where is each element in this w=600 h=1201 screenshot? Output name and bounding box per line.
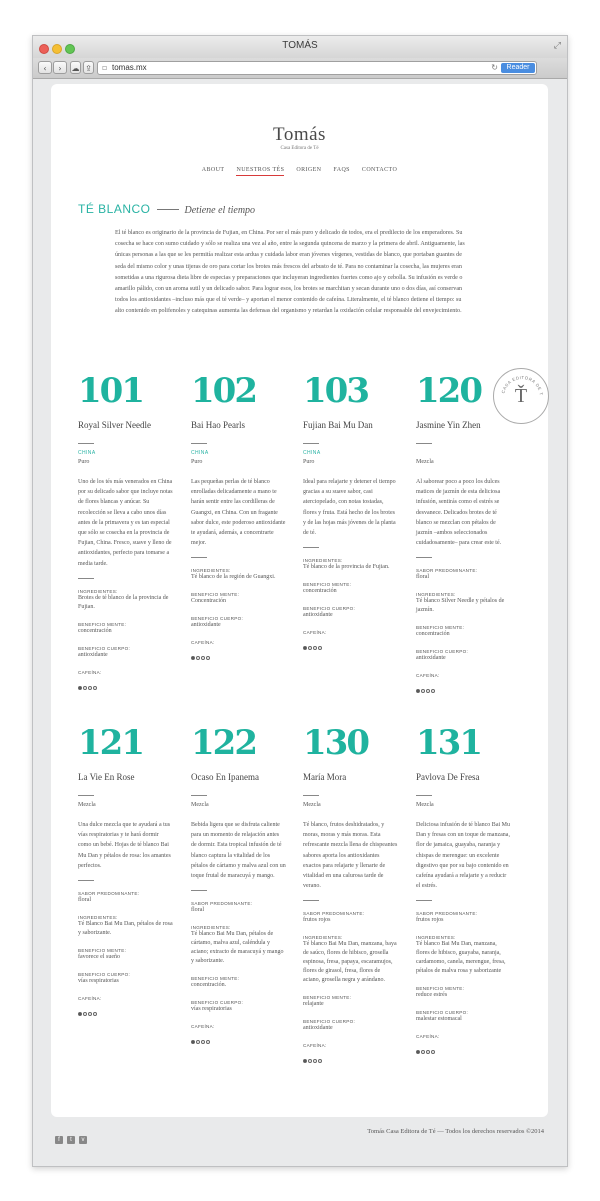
tea-kind: Puro — [191, 459, 203, 465]
tea-attribute — [416, 649, 511, 663]
back-button[interactable]: ‹ — [38, 61, 52, 74]
caffeine-dot — [416, 1050, 420, 1054]
divider — [78, 578, 94, 579]
attribute-label: SABOR PREDOMINANTE: — [191, 901, 253, 907]
tea-card[interactable] — [416, 371, 511, 698]
caffeine-label: CAFEÍNA: — [303, 1043, 327, 1049]
tea-kind: Mezcla — [303, 802, 321, 808]
tea-attribute — [416, 592, 511, 615]
tea-name[interactable]: Ocaso En Ipanema — [191, 772, 259, 782]
tea-attribute — [191, 925, 286, 966]
attribute-label: INGREDIENTES: — [78, 588, 118, 594]
attribute-value: Brotes de té blanco de la provincia de Fujian. — [78, 594, 169, 610]
tea-description: Al saborear poco a poco los dulces matices de jazmín de esta deliciosa infusión, sentirás como el estrés se desvanece. Delicados brotes de té blanco se mezclan con pétalos de jazmín –ambos seleccionados cuidadosamente– para crear este té. — [416, 479, 502, 547]
tea-attribute — [416, 625, 511, 639]
caffeine-block — [191, 640, 286, 665]
caffeine-rating — [303, 637, 398, 655]
tea-number: 122 — [191, 723, 256, 763]
tea-attribute — [191, 1000, 286, 1014]
divider — [303, 900, 319, 901]
caffeine-block — [78, 670, 173, 695]
tea-kind: Puro — [78, 459, 90, 465]
caffeine-rating — [416, 1041, 511, 1059]
tea-attribute — [191, 592, 286, 606]
caffeine-dot — [313, 1059, 317, 1063]
site-header — [51, 124, 548, 151]
browser-window — [32, 35, 568, 1167]
tea-attribute — [78, 622, 173, 636]
attribute-value: antioxidante — [191, 622, 221, 629]
attribute-label: BENEFICIO CUERPO: — [191, 1000, 244, 1006]
divider — [303, 795, 319, 796]
caffeine-dot — [416, 689, 420, 693]
tea-description: Té blanco, frutos deshidratados, y moras, moras y más moras. Esta refrescante mezcla llena de chispeantes sabores aporta los antioxidantes exactos para relajarte y llenarte de vitalidad en una calurosa tarde de verano. — [303, 822, 398, 890]
attribute-label: BENEFICIO MENTE: — [416, 625, 465, 631]
divider — [191, 557, 207, 558]
attribute-label: BENEFICIO MENTE: — [416, 986, 465, 992]
caffeine-dot — [93, 1012, 97, 1016]
icloud-icon[interactable]: ☁ — [70, 61, 81, 74]
tea-attribute — [78, 646, 173, 660]
attribute-label: BENEFICIO CUERPO: — [78, 645, 131, 651]
tea-attribute — [303, 911, 398, 925]
section-intro: El té blanco es originario de la provincia de Fujian, en China. Por ser el más puro y delicado de todos, era el predilecto de los emperadores. Su cosecha se hace con sumo cuidado y sólo se realiza una vez al año, entre la segunda quincena de marzo y la primera de abril. Antiguamente, las únicas personas a las que se les permitía realizar esta ardua y cuidada labor eran jóvenes vírgenes, vestidas de blanco, que portaban guantes de seda del mismo color y unas tijeras de oro para cortar los brotes más frescos del arbusto de té. Para no contaminar la cosecha, las mujeres eran sometidas a una rigurosa dieta libre de especias y preparaciones que incluyeran ingredientes fuertes como ajo y cebolla. Su infusión es verde o amarillo pálido, con un aroma sutil y un delicado sabor. Para lograr esos, los brotes se marchitan y secan durante uno o dos días, así conservan todos los antioxidantes –incluso más que el té verde– y aportan el menor contenido de cafeína. Literalmente, el té blanco detiene el tiempo: su alto contenido en polifenoles y catequinas aumenta las defensas del organismo y retardan la oxidación celular responsable del envejecimiento. — [115, 230, 465, 315]
tea-name[interactable]: Bai Hao Pearls — [191, 420, 245, 430]
divider — [416, 557, 432, 558]
attribute-value: malestar estomacal — [416, 1016, 462, 1023]
caffeine-dot — [421, 1050, 425, 1054]
main-nav — [51, 167, 548, 176]
attribute-label: SABOR PREDOMINANTE: — [416, 568, 478, 574]
tea-origin — [416, 450, 511, 457]
attribute-label: INGREDIENTES: — [191, 568, 231, 574]
section-title: TÉ BLANCO — [78, 202, 151, 216]
attribute-value: Té Blanco Bai Mu Dan, pétalos de rosa y saborizante. — [78, 921, 173, 937]
divider — [416, 900, 432, 901]
caffeine-rating — [303, 1050, 398, 1068]
tea-attribute — [303, 1019, 398, 1033]
attribute-value: concentración. — [191, 982, 227, 989]
caffeine-dot — [426, 689, 430, 693]
caffeine-dot — [421, 689, 425, 693]
nav-nuestros-tes[interactable]: NUESTROS TÉS — [236, 167, 284, 176]
tea-number: 102 — [191, 371, 256, 411]
tea-origin: CHINA — [191, 450, 209, 456]
window-title: TOMÁS — [282, 40, 318, 51]
facebook-icon[interactable]: f — [55, 1136, 63, 1144]
divider — [191, 795, 207, 796]
divider — [78, 795, 94, 796]
caffeine-label: CAFEÍNA: — [78, 996, 102, 1002]
caffeine-dot — [83, 686, 87, 690]
tea-name[interactable]: Jasmine Yin Zhen — [416, 420, 481, 430]
attribute-label: BENEFICIO MENTE: — [191, 976, 240, 982]
section-subtitle: Detiene el tiempo — [184, 205, 256, 216]
tea-description: Las pequeñas perlas de té blanco enrolladas delicadamente a mano te harán sentir entre las cordilleras de Guangxi, en China. Con un fragante sabor dulce, este poderoso antioxidante te ayudará, además, a concentrarte mejor. — [191, 479, 286, 547]
caffeine-dot — [318, 646, 322, 650]
tea-attribute — [191, 568, 286, 582]
tea-number: 120 — [416, 371, 481, 411]
tea-name[interactable]: Fujian Bai Mu Dan — [303, 420, 373, 430]
attribute-label: INGREDIENTES: — [303, 558, 343, 564]
caffeine-block — [416, 1034, 511, 1059]
attribute-value: Concentración — [191, 598, 226, 605]
tea-attribute — [191, 976, 286, 990]
attribute-value: Té blanco Silver Needle y pétalos de jazmín. — [416, 598, 505, 614]
attribute-value: antioxidante — [303, 612, 333, 619]
divider — [303, 547, 319, 548]
caffeine-dot — [201, 656, 205, 660]
heading-divider — [157, 209, 179, 210]
share-icon[interactable]: ⇪ — [83, 61, 94, 74]
tea-attribute — [416, 568, 511, 582]
tea-name[interactable]: Pavlova De Fresa — [416, 772, 480, 782]
tea-attribute — [78, 915, 173, 938]
caffeine-block — [303, 1043, 398, 1068]
attribute-label: BENEFICIO MENTE: — [78, 948, 127, 954]
tea-attribute — [303, 995, 398, 1009]
attribute-value: Té blanco de la región de Guangxi. — [191, 574, 276, 581]
attribute-value: frutos rojos — [416, 917, 444, 924]
attribute-value: floral — [416, 574, 429, 581]
attribute-label: BENEFICIO MENTE: — [303, 995, 352, 1001]
tea-card[interactable] — [303, 723, 398, 1068]
caffeine-dot — [196, 1040, 200, 1044]
caffeine-dot — [78, 1012, 82, 1016]
tea-description: Bebida ligera que se disfruta caliente para un momento de relajación antes de dormir. Esta tropical infusión de té blanco captura la vitalidad de los pétalos de cártamo y malva azul con un toque frutal de maracuyá y mango. — [191, 822, 286, 880]
attribute-value: concentración — [303, 588, 337, 595]
caffeine-dot — [191, 656, 195, 660]
divider — [78, 880, 94, 881]
attribute-label: BENEFICIO CUERPO: — [303, 606, 356, 612]
tea-attribute — [303, 606, 398, 620]
attribute-label: INGREDIENTES: — [303, 935, 343, 941]
caffeine-label: CAFEÍNA: — [416, 1034, 440, 1040]
attribute-value: Té blanco Bai Mu Dan, manzana, flores de hibisco, guayaba, naranja, cardamomo, canela, merengue, fresa, pétalos de malva rosa y saborizante — [416, 941, 506, 975]
attribute-label: BENEFICIO CUERPO: — [416, 1010, 469, 1016]
reload-icon[interactable]: ↻ — [491, 63, 498, 72]
forward-button[interactable]: › — [53, 61, 67, 74]
attribute-value: antioxidante — [303, 1025, 333, 1032]
caffeine-dot — [196, 656, 200, 660]
divider — [191, 443, 207, 444]
tea-number: 131 — [416, 723, 481, 763]
tea-attribute — [78, 972, 173, 986]
caffeine-block — [191, 1024, 286, 1049]
tea-description: Una dulce mezcla que te ayudará a tus vías respiratorias y te hará dormir como un bebé. Hojas de té blanco Bai Mu Dan y pétalos de rosa: los amantes perfectos. — [78, 822, 171, 869]
attribute-value: relajante — [303, 1001, 324, 1008]
attribute-value: antioxidante — [416, 655, 446, 662]
caffeine-dot — [201, 1040, 205, 1044]
divider — [303, 443, 319, 444]
site-tagline: Casa Editora de Té — [280, 146, 319, 151]
caffeine-dot — [88, 686, 92, 690]
attribute-label: BENEFICIO CUERPO: — [191, 616, 244, 622]
caffeine-dot — [431, 689, 435, 693]
tea-attribute — [416, 1010, 511, 1024]
tea-name[interactable]: María Mora — [303, 772, 347, 782]
nav-contacto[interactable]: CONTACTO — [361, 167, 398, 173]
twitter-icon[interactable]: t — [67, 1136, 75, 1144]
divider — [78, 443, 94, 444]
attribute-value: favorece el sueño — [78, 954, 120, 961]
tea-name[interactable]: La Vie En Rose — [78, 772, 135, 782]
tea-attribute — [78, 948, 173, 962]
attribute-value: Té blanco Bai Mu Dan, pétalos de cártamo, malva azul, caléndula y aciano; extracto de maracuyá y mango y saborizante. — [191, 931, 284, 965]
tea-attribute — [416, 986, 511, 1000]
divider — [191, 890, 207, 891]
tea-attribute — [303, 935, 398, 985]
site-logo[interactable]: Tomás — [273, 124, 326, 145]
attribute-value: vías respiratorias — [191, 1006, 232, 1013]
caffeine-dot — [206, 656, 210, 660]
vimeo-icon[interactable]: v — [79, 1136, 87, 1144]
caffeine-label: CAFEÍNA: — [191, 1024, 215, 1030]
attribute-label: SABOR PREDOMINANTE: — [78, 891, 140, 897]
tea-kind: Mezcla — [416, 459, 434, 465]
attribute-value: floral — [191, 907, 204, 914]
tea-number: 121 — [78, 723, 143, 763]
caffeine-dot — [431, 1050, 435, 1054]
caffeine-dot — [206, 1040, 210, 1044]
attribute-label: INGREDIENTES: — [416, 592, 456, 598]
section-heading — [78, 200, 255, 218]
attribute-label: SABOR PREDOMINANTE: — [303, 911, 365, 917]
tea-attribute — [78, 891, 173, 905]
nav-origen[interactable]: ORIGEN — [296, 167, 322, 173]
tea-attribute — [416, 911, 511, 925]
caffeine-block — [78, 996, 173, 1021]
tea-card[interactable] — [416, 723, 511, 1059]
caffeine-label: CAFEÍNA: — [416, 673, 440, 679]
caffeine-dot — [78, 686, 82, 690]
attribute-value: vías respiratorias — [78, 978, 119, 985]
tea-origin: CHINA — [78, 450, 96, 456]
tea-origin: CHINA — [303, 450, 321, 456]
title-bar — [33, 36, 567, 59]
tea-number: 101 — [78, 371, 143, 411]
tea-description: Ideal para relajarte y detener el tiempo gracias a su suave sabor, casi aterciopelado, con notas tostadas, flores y fruta. Está hecho de los brotes y de las hojas más jóvenes de la planta de té. — [303, 479, 396, 537]
reader-button[interactable]: Reader — [501, 63, 535, 73]
nav-about[interactable]: ABOUT — [201, 167, 225, 173]
attribute-value: Té blanco Bai Mu Dan, manzana, baya de saúco, flores de hibisco, grosella espinosa, fresa, papaya, escaramujos, flores de girasol, fresa, flores de aciano, grosella negra y arándano. — [303, 941, 397, 984]
browser-toolbar — [33, 58, 567, 79]
tea-card[interactable] — [303, 371, 398, 655]
divider — [416, 443, 432, 444]
attribute-value: Té blanco de la provincia de Fujian. — [303, 564, 390, 571]
tea-number: 103 — [303, 371, 368, 411]
tea-number: 130 — [303, 723, 368, 763]
tea-kind: Mezcla — [78, 802, 96, 808]
tea-attribute — [303, 558, 398, 572]
tea-name[interactable]: Royal Silver Needle — [78, 420, 151, 430]
caffeine-block — [303, 630, 398, 655]
caffeine-dot — [191, 1040, 195, 1044]
attribute-label: BENEFICIO CUERPO: — [416, 649, 469, 655]
social-links — [55, 1128, 91, 1146]
tea-attribute — [78, 589, 173, 612]
divider — [416, 795, 432, 796]
attribute-value: antioxidante — [78, 651, 108, 658]
attribute-label: BENEFICIO MENTE: — [78, 621, 127, 627]
attribute-label: INGREDIENTES: — [191, 925, 231, 931]
web-page — [51, 84, 548, 1117]
tea-attribute — [191, 901, 286, 915]
copyright-text: Tomás Casa Editora de Té — Todos los derechos reservados ©2014 — [367, 1128, 544, 1135]
caffeine-rating — [191, 1031, 286, 1049]
seal-text: CASA EDITORA DE T — [500, 374, 544, 397]
seal-letter: Ť — [514, 385, 528, 407]
attribute-value: concentración — [78, 627, 112, 634]
tea-kind: Puro — [303, 459, 315, 465]
caffeine-block — [416, 673, 511, 698]
tea-card[interactable] — [78, 723, 173, 1021]
address-bar[interactable] — [97, 61, 537, 75]
attribute-value: reduce estrés — [416, 992, 448, 999]
caffeine-dot — [318, 1059, 322, 1063]
caffeine-dot — [83, 1012, 87, 1016]
attribute-label: BENEFICIO MENTE: — [191, 592, 240, 598]
nav-faqs[interactable]: FAQS — [333, 167, 350, 173]
caffeine-dot — [313, 646, 317, 650]
caffeine-dot — [308, 1059, 312, 1063]
caffeine-dot — [308, 646, 312, 650]
caffeine-dot — [88, 1012, 92, 1016]
tea-attribute — [416, 935, 511, 976]
tea-attribute — [191, 616, 286, 630]
caffeine-dot — [303, 646, 307, 650]
attribute-value: floral — [78, 897, 91, 904]
footer — [33, 1128, 567, 1148]
caffeine-label: CAFEÍNA: — [303, 630, 327, 636]
attribute-label: INGREDIENTES: — [416, 935, 456, 941]
attribute-label: BENEFICIO CUERPO: — [78, 972, 131, 978]
caffeine-dot — [303, 1059, 307, 1063]
attribute-value: concentración — [416, 631, 450, 638]
tea-description: Uno de los tés más venerados en China por su delicado sabor que incluye notas de flores blancas y anúcar. Su recolección se lleva a cabo unos días antes de la primavera y es tan especial que sólo se cosecha en la provincia de Fujian, China. Fresco, suave y lleno de antioxidantes, perfecto para tomarse a media tarde. — [78, 479, 173, 567]
caffeine-rating — [78, 1003, 173, 1021]
tea-kind: Mezcla — [416, 802, 434, 808]
attribute-value: frutos rojos — [303, 917, 331, 924]
caffeine-dot — [93, 686, 97, 690]
tea-attribute — [303, 582, 398, 596]
page-icon: ▫ — [102, 63, 108, 72]
attribute-label: INGREDIENTES: — [78, 915, 118, 921]
tea-card[interactable] — [191, 371, 286, 665]
tea-card[interactable] — [78, 371, 173, 695]
tea-card[interactable] — [191, 723, 286, 1049]
url-text: tomas.mx — [112, 63, 147, 72]
caffeine-label: CAFEÍNA: — [78, 669, 102, 675]
attribute-label: BENEFICIO CUERPO: — [303, 1019, 356, 1025]
attribute-label: SABOR PREDOMINANTE: — [416, 911, 478, 917]
attribute-label: BENEFICIO MENTE: — [303, 582, 352, 588]
tea-description: Deliciosa infusión de té blanco Bai Mu Dan y fresas con un toque de manzana, flor de jamaica, guayaba, naranja y chispas de merengue: un excelente digestivo que por su bajo contenido en cafeína ayudará a relajarte y a reducir el estrés. — [416, 822, 510, 890]
fullscreen-icon[interactable]: ⤢ — [553, 41, 561, 51]
caffeine-label: CAFEÍNA: — [191, 640, 215, 646]
caffeine-rating — [191, 647, 286, 665]
caffeine-rating — [78, 677, 173, 695]
tea-kind: Mezcla — [191, 802, 209, 808]
caffeine-rating — [416, 680, 511, 698]
caffeine-dot — [426, 1050, 430, 1054]
